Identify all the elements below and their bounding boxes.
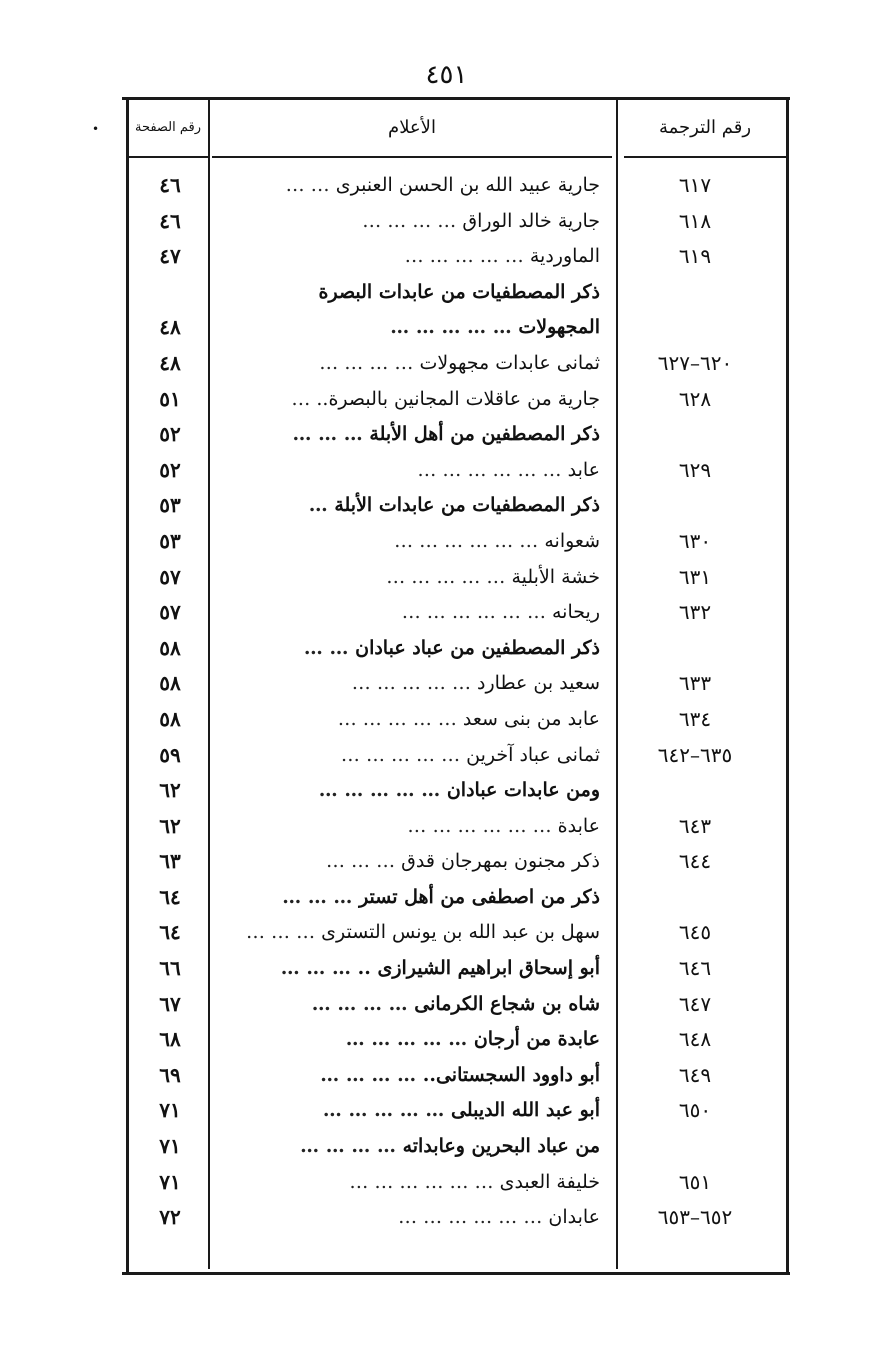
table-row: [0, 168, 893, 204]
entry-name: [230, 809, 600, 845]
entry-page: ٦٦: [159, 956, 181, 981]
entry-name-text: أبو إسحاق ابراهيم الشيرازى ..: [357, 957, 600, 980]
entry-number: ٦٤٨: [678, 1027, 712, 1052]
entry-number: ٦٤٧: [678, 991, 712, 1016]
entry-name-text: جارية عبيد الله بن الحسن العنبرى: [335, 174, 600, 196]
entry-name-text: أبو داوود السجستانى..: [422, 1063, 600, 1086]
entry-page: ٧٢: [159, 1205, 181, 1230]
entry-number: ٦٤٦: [678, 956, 712, 981]
entry-page: ٥٢: [159, 422, 181, 447]
table-row: [0, 773, 893, 809]
entry-name-text: ذكر المصطفين من أهل الأبلة: [369, 423, 600, 446]
leader-dots: … … … …: [300, 1135, 396, 1158]
leader-dots: …: [308, 494, 328, 517]
leader-dots: … …: [303, 636, 349, 659]
entry-name: [230, 560, 600, 596]
table-row: [0, 880, 893, 916]
margin-mark: •: [92, 122, 100, 136]
table-row: [0, 951, 893, 987]
index-table-body: [0, 168, 893, 1236]
entry-number: ٦٣٣: [678, 671, 712, 696]
leader-dots: … … … … …: [351, 672, 471, 695]
entry-number: ٦٥٠: [678, 1098, 712, 1123]
entry-name: [230, 915, 600, 951]
entry-number: ٦٢٨: [678, 386, 712, 411]
entry-name-text: ذكر مجنون بمهرجان قدق: [401, 850, 600, 873]
entry-name-text: أبو عبد الله الديبلى: [450, 1099, 600, 1122]
entry-name: [230, 631, 600, 667]
entry-name: [230, 1022, 600, 1058]
table-row: [0, 595, 893, 631]
entry-name-text: عابد: [567, 458, 600, 481]
entry-name: [230, 738, 600, 774]
entry-page: ٦٧: [159, 991, 181, 1016]
leader-dots: … … …: [282, 885, 353, 908]
leader-dots: … … …: [326, 850, 396, 873]
entry-name: [230, 951, 600, 987]
entry-page: ٤٨: [159, 350, 181, 375]
table-row: [0, 631, 893, 667]
entry-number: ٦٥١: [678, 1169, 712, 1194]
leader-dots: … … … … …: [386, 565, 506, 588]
leader-dots: … … … …: [362, 209, 457, 232]
table-row: [0, 346, 893, 382]
entry-number: ٦٣٢: [678, 600, 712, 625]
entry-name: [230, 773, 600, 809]
entry-name-text: المجهولات: [518, 316, 600, 339]
entry-number: ٦٤٩: [678, 1062, 712, 1087]
table-row: [0, 738, 893, 774]
leader-dots: … … … …: [311, 992, 408, 1015]
entry-page: ٧١: [159, 1169, 181, 1194]
entry-name: [230, 702, 600, 738]
entry-number: ٦٥٢–٦٥٣: [657, 1205, 733, 1230]
entry-page: ٧١: [159, 1134, 181, 1159]
entry-name-text: ذكر المصطفيات من عابدات البصرة: [318, 280, 600, 303]
entry-name: [230, 1165, 600, 1201]
entry-name-text: عابدان: [548, 1206, 600, 1229]
entry-name: [230, 453, 600, 489]
entry-number: ٦٣٠: [678, 528, 712, 553]
leader-dots: …: [291, 387, 311, 410]
header-rule-names: [212, 156, 612, 158]
table-row: [0, 1093, 893, 1129]
table-row: [0, 844, 893, 880]
table-row: [0, 1200, 893, 1236]
entry-name: [230, 417, 600, 453]
table-row: [0, 204, 893, 240]
entry-name-text: ذكر المصطفين من عباد عبادان: [355, 636, 600, 659]
entry-page: ٥٨: [159, 671, 181, 696]
entry-page: ٧١: [159, 1098, 181, 1123]
entry-page: ٦٢: [159, 813, 181, 838]
table-row: [0, 417, 893, 453]
leader-dots: … … … …: [320, 1063, 417, 1086]
entry-page: ٥٧: [159, 564, 181, 589]
entry-page: ٤٦: [159, 208, 181, 233]
entry-page: ٤٦: [159, 173, 181, 197]
entry-name-text: خليفة العبدى: [499, 1170, 600, 1193]
table-row: [0, 809, 893, 845]
entry-name-text: عابد من بنى سعد: [462, 707, 600, 730]
entry-name-text: سعيد بن عطارد: [477, 672, 600, 695]
entry-name: [230, 1058, 600, 1094]
entry-page: ٥٣: [159, 493, 181, 518]
entry-name: [230, 488, 600, 524]
table-row: [0, 915, 893, 951]
entry-page: ٦٨: [159, 1027, 181, 1052]
entry-page: ٥٩: [159, 742, 181, 767]
leader-dots: … … … …: [319, 351, 414, 374]
entry-name: [230, 168, 600, 204]
entry-name-text: من عباد البحرين وعابداته: [402, 1135, 600, 1158]
leader-dots: … … … … … …: [417, 458, 562, 481]
entry-name: [230, 275, 600, 311]
entry-number: ٦١٩: [678, 244, 712, 269]
entry-page: ٥٧: [159, 600, 181, 625]
entry-name-text: شاه بن شجاع الكرمانى: [414, 992, 600, 1015]
entry-name: [230, 1093, 600, 1129]
leader-dots: … … …: [280, 957, 352, 980]
table-row: [0, 560, 893, 596]
table-row: [0, 453, 893, 489]
entry-page: ٤٧: [159, 244, 181, 269]
header-rule-number: [624, 156, 786, 158]
entry-page: ٥٢: [159, 457, 181, 482]
leader-dots: … … … … … …: [401, 601, 546, 624]
entry-name-text: ثمانى عابدات مجهولات: [419, 351, 600, 374]
entry-number: ٦٢٩: [678, 457, 712, 482]
entry-name-text: ذكر المصطفيات من عابدات الأبلة: [334, 494, 600, 517]
entry-name-text: شعوانه: [544, 529, 600, 552]
entry-name: [230, 844, 600, 880]
header-page-column: رقم الصفحة: [134, 120, 202, 135]
entry-name: [230, 524, 600, 560]
leader-dots: … … … … … …: [394, 529, 539, 552]
entry-name: [230, 1129, 600, 1165]
entry-name-text: خشة الأبلية: [511, 565, 600, 588]
entry-name-text: عابدة من أرجان: [473, 1028, 600, 1051]
leader-dots: … … … … …: [390, 316, 512, 339]
entry-number: ٦٢٠–٦٢٧: [657, 350, 733, 375]
table-row: [0, 1058, 893, 1094]
entry-name-text: الماوردية: [529, 245, 600, 268]
table-row: [0, 310, 893, 346]
leader-dots: … … … … …: [404, 245, 524, 268]
entry-name: [230, 310, 600, 346]
entry-number: ٦٤٤: [678, 849, 712, 874]
entry-number: ٦٤٥: [678, 920, 712, 945]
table-row: [0, 382, 893, 418]
leader-dots: … … …: [246, 921, 316, 944]
entry-name-text: جارية خالد الوراق: [462, 209, 600, 232]
entry-name: [230, 204, 600, 240]
entry-name: [230, 1200, 600, 1236]
leader-dots: … … … … … …: [398, 1206, 543, 1229]
header-names-column: الأعلام: [388, 117, 436, 138]
entry-page: ٥٨: [159, 706, 181, 731]
entry-page: ٦٤: [159, 884, 181, 909]
entry-page: ٦٩: [159, 1062, 181, 1087]
leader-dots: … … … … … …: [349, 1170, 494, 1193]
entry-name-text: ذكر من اصطفى من أهل تستر: [359, 885, 600, 908]
entry-page: ٥٣: [159, 528, 181, 553]
entry-page: ٤٨: [159, 315, 181, 340]
entry-name-text: ثمانى عباد آخرين: [466, 743, 600, 766]
leader-dots: … … … … …: [318, 779, 441, 802]
entry-page: ٥١: [159, 386, 181, 411]
entry-page: ٥٨: [159, 635, 181, 660]
leader-dots: … … … … …: [322, 1099, 445, 1122]
entry-name: [230, 666, 600, 702]
table-row: [0, 1165, 893, 1201]
entry-name-text: جارية من عاقلات المجانين بالبصرة..: [316, 387, 600, 410]
page-number: ٤٥١: [425, 60, 468, 90]
table-row: [0, 1022, 893, 1058]
entry-name-text: ريحانه: [552, 601, 600, 624]
entry-name: [230, 382, 600, 418]
entry-page: ٦٤: [159, 920, 181, 945]
table-row: [0, 239, 893, 275]
entry-number: ٦٣١: [678, 564, 712, 589]
entry-name-text: عابدة: [557, 814, 600, 837]
entry-name: [230, 987, 600, 1023]
entry-page: ٦٢: [159, 778, 181, 803]
entry-name: [230, 346, 600, 382]
entry-name-text: ومن عابدات عبادان: [446, 779, 600, 802]
table-row: [0, 702, 893, 738]
table-row: [0, 666, 893, 702]
entry-name: [230, 239, 600, 275]
leader-dots: … … … … …: [340, 743, 461, 766]
entry-number: ٦١٨: [678, 208, 712, 233]
leader-dots: … …: [285, 174, 330, 196]
entry-number: ٦٣٥–٦٤٢: [657, 742, 733, 767]
leader-dots: … … … … … …: [407, 814, 552, 837]
entry-number: ٦٤٣: [678, 813, 712, 838]
entry-number: ٦١٧: [678, 173, 712, 197]
entry-name: [230, 880, 600, 916]
entry-name: [230, 595, 600, 631]
table-row: [0, 524, 893, 560]
leader-dots: … … …: [292, 423, 363, 446]
header-rule-page: [128, 156, 208, 158]
entry-number: ٦٣٤: [678, 706, 712, 731]
table-row: [0, 1129, 893, 1165]
table-row: [0, 275, 893, 311]
table-row: [0, 488, 893, 524]
entry-page: ٦٣: [159, 849, 181, 874]
table-row: [0, 987, 893, 1023]
entry-name-text: سهل بن عبد الله بن يونس التسترى: [321, 921, 600, 944]
header-number-column: رقم الترجمة: [658, 117, 752, 138]
leader-dots: … … … … …: [337, 707, 457, 730]
leader-dots: … … … … …: [345, 1028, 468, 1051]
